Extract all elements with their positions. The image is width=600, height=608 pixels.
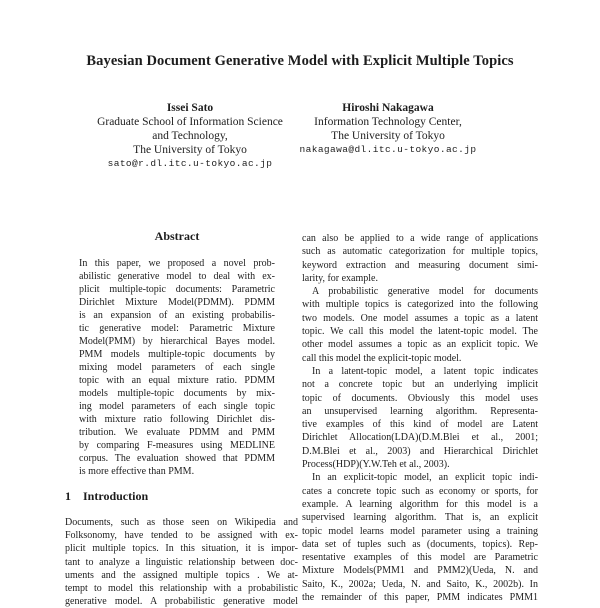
text-line: tribution. We evaluate PDMM and PMM xyxy=(79,427,275,438)
text-line: can also be applied to a wide range of applications xyxy=(302,233,538,244)
text-line: tempt to model this relationship with a probabilistic xyxy=(65,583,298,595)
section-number: 1 xyxy=(65,489,71,503)
author-email: nakagawa@dl.itc.u-tokyo.ac.jp xyxy=(299,144,477,155)
text-line: larity, for example. xyxy=(302,272,378,284)
paragraph xyxy=(65,516,298,608)
section-heading-introduction xyxy=(65,489,148,504)
paragraph xyxy=(79,257,275,478)
text-line: resentative examples of this model are Parametric xyxy=(302,552,538,564)
author-affiliation-line: and Technology, xyxy=(152,130,228,142)
text-line: call this model the explicit-topic model. xyxy=(302,352,462,364)
text-line: Documents, such as those seen on Wikipedia and xyxy=(65,517,298,528)
text-line: D.M.Blei et al., 2003) and Hierarchical Dirichlet xyxy=(302,445,538,457)
text-line: the remainder of this paper, PMM indicates PMM1 xyxy=(302,592,538,604)
text-line: an unsupervised learning algorithm. Representa- xyxy=(302,405,538,417)
abstract-body xyxy=(79,257,275,478)
text-line: In an explicit-topic model, an explicit topic indi- xyxy=(312,472,538,484)
text-line: Dirichlet Mixture Model(PDMM). PDMM xyxy=(79,297,275,308)
author-block-sato xyxy=(78,101,302,171)
text-line: two models. One model assumes a topic as a latent xyxy=(302,312,538,324)
text-line: PMM models multiple-topic documents by xyxy=(79,349,275,360)
text-line: supervised learning algorithm. That is, an explicit xyxy=(302,512,538,524)
text-line: abilistic generative model to deal with ex- xyxy=(79,271,275,282)
text-line: keyword extraction and measuring document simi- xyxy=(302,259,538,271)
text-line: with mixture ratio following Dirichlet dis- xyxy=(79,414,275,425)
text-line: topic with an equal mixture ratio. PDMM xyxy=(79,375,275,386)
author-affiliation-line: The University of Tokyo xyxy=(331,130,445,142)
text-line: In a latent-topic model, a latent topic indicates xyxy=(312,365,538,377)
text-line: by comparing F-measures using MEDLINE xyxy=(79,440,275,451)
text-line: cates a concrete topic such as economy or sports, for xyxy=(302,485,538,497)
section-title: Introduction xyxy=(83,489,149,503)
text-line: Folksonomy, have tended to be assigned with ex- xyxy=(65,530,298,542)
text-line: Process(HDP)(Y.W.Teh et al., 2003). xyxy=(302,459,450,471)
paragraph xyxy=(302,285,538,365)
text-line: tive examples of this kind of model are Latent xyxy=(302,419,538,431)
text-line: generative model. A probabilistic generative model xyxy=(65,596,298,608)
text-line: Mixture Models(PMM1 and PMM2)(Ueda, N. and xyxy=(302,565,538,577)
text-line: corpus. The evaluation showed that PDMM xyxy=(79,453,275,464)
text-line: uments and the assigned multiple topics . We at- xyxy=(65,569,298,581)
author-affiliation-line: Graduate School of Information Science xyxy=(97,116,283,128)
author-name: Issei Sato xyxy=(166,102,214,114)
text-line: data set of tuples such as (documents, topics). Rep- xyxy=(302,538,538,550)
author-email: sato@r.dl.itc.u-tokyo.ac.jp xyxy=(107,158,273,169)
text-line: topic of documents. Obviously this model uses xyxy=(302,392,538,404)
text-line: Saito, K., 2002a; Ueda, N. and Saito, K., 2002b). In xyxy=(302,578,538,590)
paragraph xyxy=(302,365,538,471)
text-line: such as automatic categorization for multiple topics, xyxy=(302,246,538,258)
text-line: is more effective than PMM. xyxy=(79,466,195,477)
paragraph xyxy=(302,471,538,604)
right-column-body xyxy=(302,232,538,604)
text-line: models multiple-topic documents by mix- xyxy=(79,388,275,399)
author-block-nakagawa xyxy=(276,101,500,157)
text-line: other model assumes a topic as an explicit topic. We xyxy=(302,339,538,351)
text-line: A probabilistic generative model for documents xyxy=(312,286,538,298)
text-line: In this paper, we proposed a novel prob- xyxy=(79,258,275,269)
text-line: Dirichlet Allocation(LDA)(D.M.Blei et al., 2001; xyxy=(302,432,538,444)
author-name: Hiroshi Nakagawa xyxy=(342,102,434,114)
text-line: topic. We call this model the latent-topic model. The xyxy=(302,326,538,338)
text-line: is an expansion of an existing probabilis- xyxy=(79,310,275,321)
paper-title: Bayesian Document Generative Model with Explicit Multiple Topics xyxy=(86,53,514,69)
paragraph xyxy=(302,232,538,285)
text-line: Model(PMM) by hierarchical Bayes model. xyxy=(79,336,275,347)
text-line: plicit multiple-topic documents: Parametric xyxy=(79,284,275,295)
abstract-heading: Abstract xyxy=(154,229,200,243)
text-line: example. A learning algorithm for this model is a xyxy=(302,498,538,510)
text-line: ing model parameters of each single topic xyxy=(79,401,275,412)
text-line: mixing model parameters of each single xyxy=(79,362,275,373)
author-affiliation-line: Information Technology Center, xyxy=(314,116,462,128)
text-line: plicit multiple topics. In this situation, it is impor- xyxy=(65,543,298,555)
text-line: topic model learns model parameter using a training xyxy=(302,525,538,537)
text-line: tant to analyze a linguistic relationship between doc- xyxy=(65,556,298,568)
text-line: with multiple topics is categorized into the following xyxy=(302,299,538,311)
text-line: not a concrete topic but an underlying implicit xyxy=(302,379,538,391)
author-affiliation-line: The University of Tokyo xyxy=(133,144,247,156)
left-column-body xyxy=(65,516,298,608)
text-line: tic generative model: Parametric Mixture xyxy=(79,323,275,334)
